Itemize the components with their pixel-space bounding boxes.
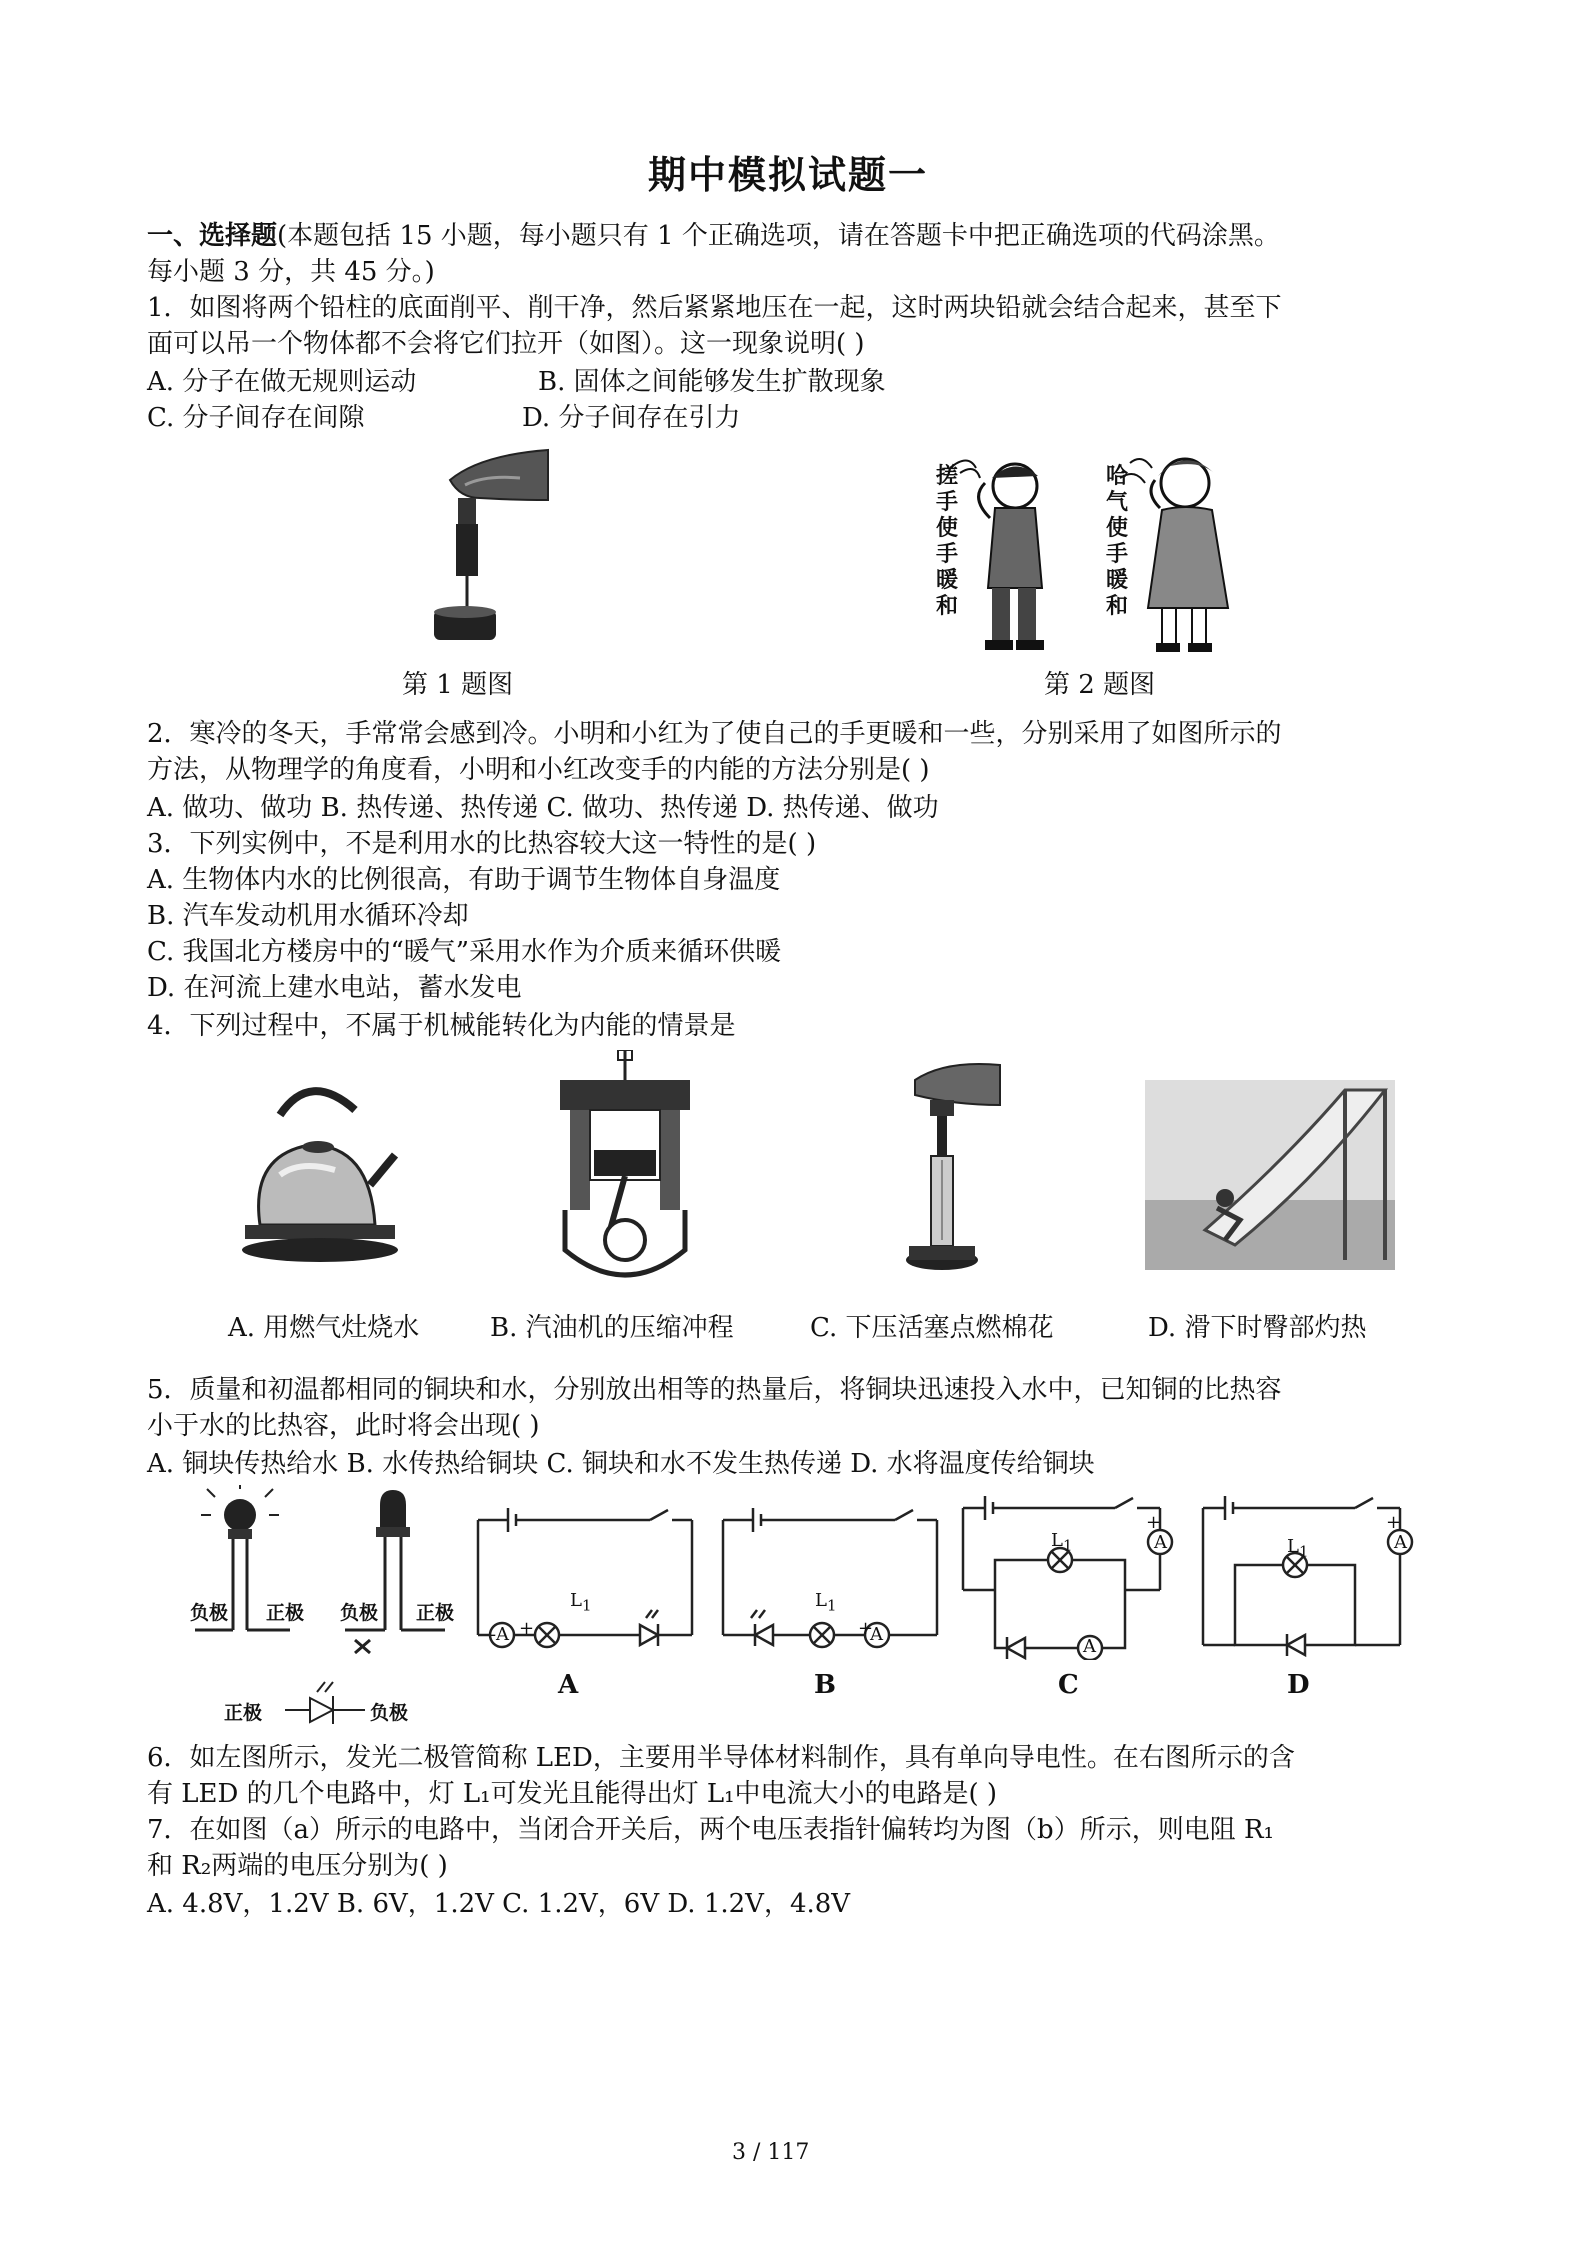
section-intro bbox=[147, 218, 1280, 254]
page-number: 3 / 117 bbox=[732, 2140, 810, 2165]
circuit-d-label: D bbox=[1287, 1670, 1310, 1700]
q6-pos-label-2: 正极 bbox=[416, 1602, 455, 1624]
circuit-a-lamp bbox=[570, 1590, 592, 1615]
circuit-d-ammeter: A bbox=[1394, 1532, 1407, 1553]
circuit-b-label: B bbox=[814, 1670, 836, 1700]
q2-left-label: 搓手使手暖和 bbox=[936, 464, 959, 619]
q2-figure bbox=[930, 438, 1270, 658]
q1-option-a: A. 分子在做无规则运动 bbox=[147, 367, 417, 397]
q4-option-b: B. 汽油机的压缩冲程 bbox=[490, 1313, 734, 1343]
circuit-a-ammeter: A bbox=[496, 1624, 509, 1645]
q7-stem-line1: 7．在如图（a）所示的电路中，当闭合开关后，两个电压表指针偏转均为图（b）所示，则电阻 R₁ bbox=[147, 1815, 1274, 1845]
section-heading: 一、选择题 bbox=[147, 221, 278, 251]
circuit-c-ammeter: A bbox=[1154, 1532, 1167, 1553]
circuit-d-lamp bbox=[1287, 1536, 1309, 1561]
q6-led-figure bbox=[185, 1485, 485, 1655]
q1-figure bbox=[420, 440, 550, 655]
section-intro-line2: 每小题 3 分，共 45 分。) bbox=[147, 257, 435, 287]
q3-option-c: C. 我国北方楼房中的“暖气”采用水作为介质来循环供暖 bbox=[147, 937, 782, 967]
q4-option-a: A. 用燃气灶烧水 bbox=[228, 1313, 420, 1343]
circuit-c-ammeter-2: A bbox=[1083, 1636, 1096, 1657]
q3-stem: 3．下列实例中，不是利用水的比热容较大这一特性的是( ) bbox=[147, 829, 817, 859]
q4-option-c: C. 下压活塞点燃棉花 bbox=[810, 1313, 1054, 1343]
q2-figure-caption: 第 2 题图 bbox=[1044, 670, 1156, 700]
circuit-c-lamp bbox=[1051, 1530, 1073, 1555]
circuit-d-lamp-letter: L bbox=[1287, 1536, 1299, 1557]
q2-stem-line1: 2．寒冷的冬天，手常常会感到冷。小明和小红为了使自己的手更暖和一些，分别采用了如图所示的 bbox=[147, 719, 1282, 749]
q6-pos-label: 正极 bbox=[266, 1602, 305, 1624]
led-neg-label: 负极 bbox=[370, 1702, 409, 1724]
q3-option-d: D. 在河流上建水电站，蓄水发电 bbox=[147, 973, 522, 1003]
q4-engine-figure bbox=[550, 1050, 700, 1290]
circuit-b-diagram bbox=[715, 1500, 945, 1660]
led-symbol-icon bbox=[285, 1680, 365, 1730]
q6-stem-line2: 有 LED 的几个电路中，灯 L₁可发光且能得出灯 L₁中电流大小的电路是( ) bbox=[147, 1779, 998, 1809]
q4-option-d: D. 滑下时臀部灼热 bbox=[1148, 1313, 1367, 1343]
q5-options: A. 铜块传热给水 B. 水传热给铜块 C. 铜块和水不发生热传递 D. 水将温度传给铜块 bbox=[147, 1449, 1095, 1479]
circuit-c-lamp-sub: 1 bbox=[1062, 1536, 1073, 1555]
led-pos-label: 正极 bbox=[224, 1702, 263, 1724]
q1-option-b: B. 固体之间能够发生扩散现象 bbox=[538, 367, 886, 397]
circuit-c-label: C bbox=[1058, 1670, 1079, 1700]
q6-neg-label-2: 负极 bbox=[340, 1602, 379, 1624]
circuit-c-lamp-letter: L bbox=[1051, 1530, 1063, 1551]
circuit-a-ammeter-plus: + bbox=[519, 1618, 535, 1639]
page-title: 期中模拟试题一 bbox=[648, 152, 929, 197]
q5-stem-line1: 5．质量和初温都相同的铜块和水，分别放出相等的热量后，将铜块迅速投入水中，已知铜的比热容 bbox=[147, 1375, 1282, 1405]
q4-stem: 4．下列过程中，不属于机械能转化为内能的情景是 bbox=[147, 1011, 736, 1041]
q3-option-a: A. 生物体内水的比例很高，有助于调节生物体自身温度 bbox=[147, 865, 781, 895]
circuit-b-lamp-sub: 1 bbox=[826, 1596, 837, 1615]
q1-stem-line2: 面可以吊一个物体都不会将它们拉开（如图）。这一现象说明( ) bbox=[147, 329, 865, 359]
q1-stem-line1: 1．如图将两个铅柱的底面削平、削干净，然后紧紧地压在一起，这时两块铅就会结合起来，甚至下 bbox=[147, 293, 1282, 323]
circuit-a-lamp-sub: 1 bbox=[581, 1596, 592, 1615]
circuit-b-lamp-letter: L bbox=[815, 1590, 827, 1611]
circuit-d-lamp-sub: 1 bbox=[1298, 1542, 1309, 1561]
q6-stem-line1: 6．如左图所示，发光二极管简称 LED，主要用半导体材料制作，具有单向导电性。在右图所示的含 bbox=[147, 1743, 1295, 1773]
q1-option-c: C. 分子间存在间隙 bbox=[147, 403, 365, 433]
q5-stem-line2: 小于水的比热容，此时将会出现( ) bbox=[147, 1411, 540, 1441]
circuit-b-ammeter: A bbox=[870, 1624, 883, 1645]
q2-stem-line2: 方法，从物理学的角度看，小明和小红改变手的内能的方法分别是( ) bbox=[147, 755, 930, 785]
q6-neg-label: 负极 bbox=[190, 1602, 229, 1624]
q2-options: A. 做功、做功 B. 热传递、热传递 C. 做功、热传递 D. 热传递、做功 bbox=[147, 793, 939, 823]
circuit-a-ammeter-minus: - bbox=[490, 1624, 497, 1645]
q7-options: A. 4.8V，1.2V B. 6V，1.2V C. 1.2V，6V D. 1.2V，4.8V bbox=[147, 1889, 851, 1919]
circuit-b-ammeter-plus: + bbox=[858, 1618, 874, 1639]
circuit-a-label: A bbox=[558, 1670, 579, 1700]
q4-slide-figure bbox=[1145, 1080, 1395, 1270]
q1-option-d: D. 分子间存在引力 bbox=[522, 403, 741, 433]
q7-stem-line2: 和 R₂两端的电压分别为( ) bbox=[147, 1851, 448, 1881]
q3-option-b: B. 汽车发动机用水循环冷却 bbox=[147, 901, 469, 931]
q4-kettle-figure bbox=[240, 1075, 400, 1265]
circuit-d-ammeter-plus: + bbox=[1386, 1512, 1402, 1533]
circuit-a-lamp-letter: L bbox=[570, 1590, 582, 1611]
q4-pump-figure bbox=[895, 1060, 1005, 1280]
circuit-c-ammeter-plus: + bbox=[1146, 1512, 1162, 1533]
q1-figure-caption: 第 1 题图 bbox=[402, 670, 514, 700]
section-intro-text: (本题包括 15 小题，每小题只有 1 个正确选项，请在答题卡中把正确选项的代码涂黑。 bbox=[277, 221, 1280, 251]
q2-right-label: 哈气使手暖和 bbox=[1106, 464, 1129, 619]
circuit-b-lamp bbox=[815, 1590, 837, 1615]
